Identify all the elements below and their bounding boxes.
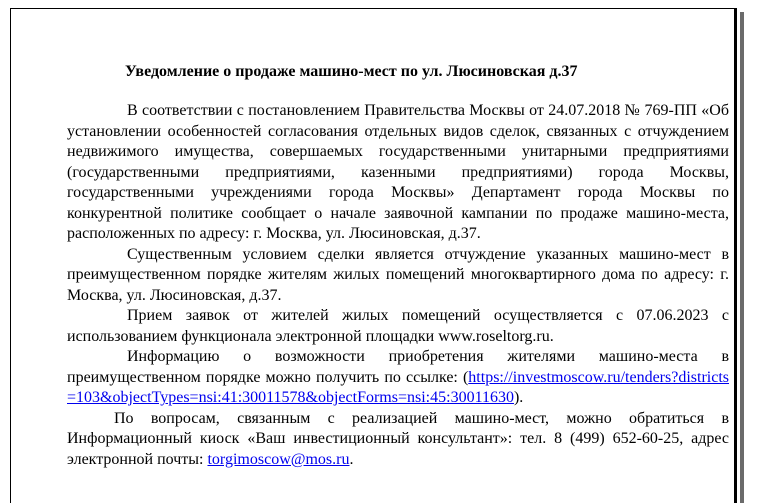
paragraph-info-open: ( [462,368,469,386]
page-shadow [740,12,744,503]
paragraph-info-close: ). [513,389,524,406]
paragraph-contacts-end: . [349,450,354,468]
document-title: Уведомление о продаже машино-мест по ул. Люсиновская д.37 [125,63,578,80]
paragraph-legal-basis: В соответствии с постановлением Правительства Москвы от 24.07.2018 № 769-ПП «Об установлении особенностей согласования отдельных видов сделок, связанных с отчуждением недвижимого имущества, совершаемых государственными унитарными предприятиями (государственными предприятиями, казенными предприятиями) города Москвы, государственными учреждениями города Москвы» Департамент города Москвы по конкурентной политике сообщает о начале заявочной кампании по продаже машино-места, расположенных по адресу: г. Москва, ул. Люсиновская, д.37. [67,102,729,242]
paragraph-info-text: Информацию о возможности приобретения жителями машино-места в преимущественном порядке можно получить по ссылке: [67,348,729,386]
paragraph-contacts-text: По вопросам, связанным с реализацией машино-мест, можно обратиться в Информационный киоск «Ваш инвестиционный консультант»: тел. 8 (499) 652-60-25, адрес электронной почты: [67,409,729,468]
investmoscow-link[interactable]: https://investmoscow.ru/tenders?districts=103&objectTypes=nsi:41:30011578&objectForms=nsi:45:30011630 [67,368,729,406]
document-body [67,101,729,470]
paragraph-sale-condition: Существенным условием сделки является отчуждение указанных машино-мест в преимущественном порядке жителям жилых помещений многоквартирного дома по адресу: г. Москва, ул. Люсиновская, д.37. [67,245,729,304]
paragraph-contacts [67,409,729,471]
paragraph-info-link [67,347,729,409]
email-link[interactable]: torgimoscow@mos.ru [207,450,350,468]
paragraph-application-start: Прием заявок от жителей жилых помещений осуществляется с 07.06.2023 с использованием функционала электронной площадки www.roseltorg.ru. [67,307,729,345]
document-page [10,8,737,503]
